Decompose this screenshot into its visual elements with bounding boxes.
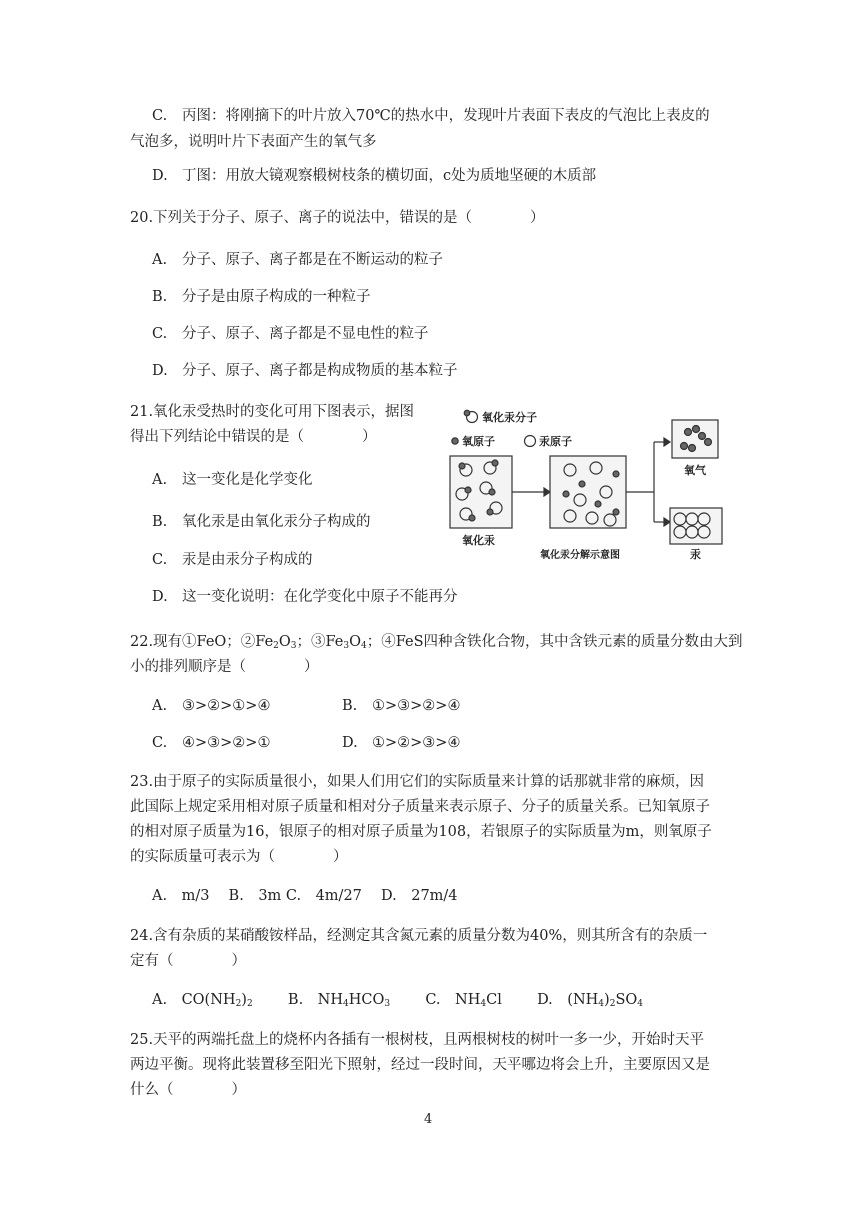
- option-text: C. NH: [425, 992, 481, 1008]
- q20-option-c: [152, 324, 429, 344]
- option-text: ): [241, 992, 247, 1008]
- legend-oxygen-mark: [452, 438, 458, 444]
- q19-option-c-continued: 气泡多，说明叶片下表面产生的氧气多: [130, 134, 377, 150]
- legend-oxygen-label: 氧原子: [462, 436, 495, 448]
- q22-text-part: ；④FeS四种含铁化合物，其中含铁元素的质量分数由大到: [366, 634, 743, 650]
- subscript: 4: [480, 999, 487, 1009]
- mercury-label: 汞: [690, 549, 701, 561]
- option-letter: C.: [152, 552, 168, 568]
- option-letter: B.: [342, 698, 358, 714]
- option-letter: A.: [152, 698, 168, 714]
- option-text: HCO: [348, 992, 385, 1008]
- option-letter: D.: [152, 589, 168, 605]
- q24-stem-line2: 定有（ ）: [130, 953, 246, 969]
- page-number: 4: [424, 1112, 433, 1127]
- option-text: 这一变化说明：在化学变化中原子不能再分: [182, 589, 458, 605]
- option-text: 分子、原子、离子都是构成物质的基本粒子: [182, 363, 458, 379]
- atoms-box: [550, 456, 626, 528]
- option-letter: D.: [342, 735, 358, 751]
- q24-stem-line1: 24.含有杂质的某硝酸铵样品，经测定其含氮元素的质量分数为40%，则其所含有的杂质一: [130, 928, 708, 944]
- subscript: 2: [246, 999, 253, 1009]
- option-letter: B.: [152, 289, 168, 305]
- option-text: 丁图：用放大镜观察椴树枝条的横切面，c处为质地坚硬的木质部: [182, 168, 597, 184]
- option-letter: A.: [152, 472, 168, 488]
- q24-option-d: [537, 992, 643, 1008]
- option-text: 这一变化是化学变化: [182, 472, 313, 488]
- q21-option-b: [152, 512, 371, 532]
- hgo-label: 氧化汞: [462, 535, 495, 547]
- q20-option-d: [152, 361, 458, 381]
- q21-option-a: [152, 470, 313, 490]
- q20-option-b: [152, 287, 371, 307]
- legend-molecule-label: 氧化汞分子: [482, 412, 537, 424]
- oxygen-label: 氧气: [684, 465, 706, 477]
- q24-option-c: [425, 992, 502, 1008]
- q24-option-a: [152, 992, 253, 1008]
- q22-stem-line1: [130, 632, 743, 656]
- arrow-head-bottom: [664, 518, 670, 526]
- q24-option-b: [288, 992, 390, 1008]
- q22-text-part: 22.现有①FeO；②Fe: [130, 634, 274, 650]
- q23-options: A. m/3 B. 3m C. 4m/27 D. 27m/4: [152, 888, 458, 904]
- option-letter: D.: [152, 363, 168, 379]
- option-text: ①>③>②>④: [372, 698, 461, 714]
- subscript: 3: [343, 641, 350, 651]
- q22-stem-line2: 小的排列顺序是（ ）: [130, 659, 319, 675]
- option-letter: B.: [152, 514, 168, 530]
- q22-text-part: O: [278, 634, 291, 650]
- option-text: 丙图：将刚摘下的叶片放入70℃的热水中，发现叶片表面下表皮的气泡比上表皮的: [182, 108, 710, 124]
- q19-option-c: [152, 106, 710, 126]
- option-text: ): [604, 992, 610, 1008]
- subscript: 2: [609, 999, 616, 1009]
- q25-stem-line1: 25.天平的两端托盘上的烧杯内各插有一根树枝，且两根树枝的树叶一多一少，开始时天平: [130, 1032, 705, 1048]
- option-text: ①>②>③>④: [372, 735, 461, 751]
- subscript: 4: [598, 999, 605, 1009]
- option-text: A. CO(NH: [152, 992, 236, 1008]
- q19-option-d: [152, 166, 596, 186]
- q25-stem-line3: 什么（ ）: [130, 1082, 246, 1098]
- option-letter: C.: [152, 735, 168, 751]
- q20-option-a: [152, 250, 443, 270]
- q22-text-part: ；③Fe: [296, 634, 344, 650]
- option-letter: A.: [152, 252, 168, 268]
- option-letter: C.: [152, 108, 168, 124]
- q25-stem-line2: 两边平衡。现将此装置移至阳光下照射，经过一段时间，天平哪边将会上升，主要原因又是: [130, 1057, 710, 1073]
- q23-stem-line3: 的相对原子质量为16，银原子的相对原子质量为108，若银原子的实际质量为m，则氧原子: [130, 824, 712, 840]
- q21-option-d: [152, 587, 458, 607]
- subscript: 3: [290, 641, 297, 651]
- option-text: 汞是由汞分子构成的: [182, 552, 313, 568]
- q22-text-part: O: [349, 634, 361, 650]
- option-letter: C.: [152, 326, 168, 342]
- option-text: 分子、原子、离子都是在不断运动的粒子: [182, 252, 443, 268]
- subscript: 4: [361, 641, 367, 651]
- q22-option-a: [152, 696, 270, 716]
- option-text: ③>②>①>④: [182, 698, 271, 714]
- q22-option-d: [342, 733, 460, 753]
- option-text: B. NH: [287, 992, 344, 1008]
- q20-stem: 20.下列关于分子、原子、离子的说法中，错误的是（ ）: [130, 210, 545, 226]
- q21-option-c: [152, 550, 313, 570]
- subscript: 2: [235, 999, 242, 1009]
- subscript: 2: [273, 641, 279, 651]
- option-letter: D.: [152, 168, 168, 184]
- subscript: 4: [637, 999, 643, 1009]
- subscript: 3: [384, 999, 391, 1009]
- legend-molecule-oxygen-mark: [464, 410, 470, 416]
- arrow-head-top: [664, 438, 670, 446]
- subscript: 4: [343, 999, 349, 1009]
- option-text: 分子是由原子构成的一种粒子: [182, 289, 371, 305]
- option-text: 氧化汞是由氧化汞分子构成的: [182, 514, 371, 530]
- q22-option-c: [152, 733, 270, 753]
- q23-stem-line2: 此国际上规定采用相对原子质量和相对分子质量来表示原子、分子的质量关系。已知氧原子: [130, 799, 710, 815]
- mercury-oxide-decomposition-diagram: [440, 408, 740, 578]
- legend-mercury-mark: [525, 436, 536, 447]
- option-text: ④>③>②>①: [182, 735, 271, 751]
- q23-stem-line1: 23.由于原子的实际质量很小，如果人们用它们的实际质量来计算的话那就非常的麻烦，因: [130, 774, 705, 790]
- diagram-caption: 氧化汞分解示意图: [540, 550, 620, 561]
- q23-stem-line4: 的实际质量可表示为（ ）: [130, 849, 348, 865]
- legend-mercury-label: 汞原子: [539, 436, 572, 448]
- arrow-head: [544, 488, 550, 496]
- q22-option-b: [342, 696, 460, 716]
- option-text: D. (NH: [537, 992, 599, 1008]
- q21-stem-line1: 21.氧化汞受热时的变化可用下图表示，据图: [130, 404, 415, 420]
- option-text: 分子、原子、离子都是不显电性的粒子: [182, 326, 429, 342]
- option-text: SO: [615, 992, 638, 1008]
- option-text: Cl: [486, 992, 502, 1008]
- q21-stem-line2: 得出下列结论中错误的是（ ）: [130, 429, 377, 445]
- q24-options: [152, 990, 643, 1014]
